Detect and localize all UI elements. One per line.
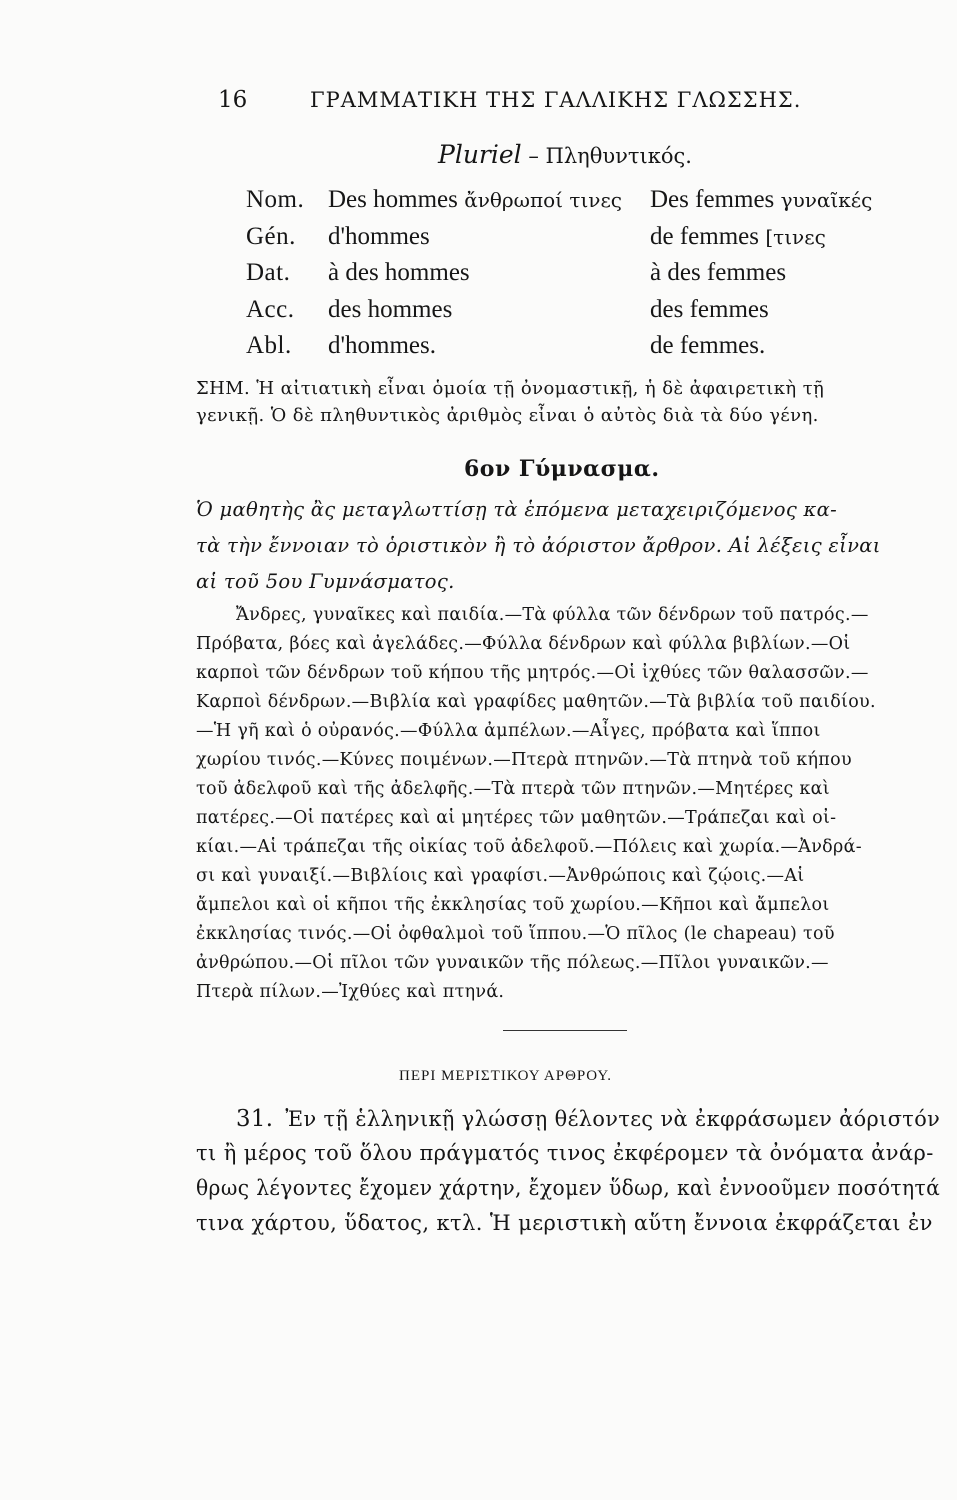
plural-heading-gr: Πληθυντικός. bbox=[545, 144, 692, 168]
paragraph-line: θρως λέγοντες ἔχομεν χάρτην, ἔχομεν ὕδωρ, καὶ ἐννοοῦμεν ποσότητά bbox=[196, 1176, 941, 1200]
fem-form: à des femmes bbox=[650, 259, 787, 286]
fem-form: Des femmes bbox=[650, 186, 775, 213]
plural-heading-fr: Pluriel bbox=[438, 140, 522, 169]
running-head: ΓΡΑΜΜΑΤΙΚΗ ΤΗΣ ΓΑΛΛΙΚΗΣ ΓΛΩΣΣΗΣ. bbox=[310, 88, 802, 112]
exercise-line: σι καὶ γυναιξί.—Βιβλίοις καὶ γραφίσι.—Ἀνθρώποις καὶ ζῴοις.—Αἱ bbox=[196, 866, 805, 886]
exercise-line: τοῦ ἀδελφοῦ καὶ τῆς ἀδελφῆς.—Τὰ πτερὰ τῶν πτηνῶν.—Μητέρες καὶ bbox=[196, 779, 830, 799]
masc-form: à des hommes bbox=[328, 259, 470, 286]
exercise-line: Καρποὶ δένδρων.—Βιβλία καὶ γραφίδες μαθητῶν.—Τὰ βιβλία τοῦ παιδίου. bbox=[196, 692, 876, 712]
declension-fem bbox=[650, 296, 769, 324]
exercise-line: ἀνθρώπου.—Οἱ πῖλοι τῶν γυναικῶν τῆς πόλεως.—Πῖλοι γυναικῶν.— bbox=[196, 953, 829, 973]
exercise-line: ἐκκλησίας τινός.—Οἱ ὀφθαλμοὶ τοῦ ἵππου.—Ὁ πῖλος (le chapeau) τοῦ bbox=[196, 924, 835, 944]
declension-masc bbox=[328, 259, 470, 287]
fem-gloss: γυναῖκές bbox=[774, 188, 873, 212]
exercise-instruction-line: Ὁ μαθητὴς ἂς μεταγλωττίσῃ τὰ ἑπόμενα μεταχειριζόμενος κα- bbox=[196, 498, 837, 521]
exercise-line: Πτερὰ πίλων.—Ἰχθύες καὶ πτηνά. bbox=[196, 982, 505, 1002]
declension-masc bbox=[328, 186, 622, 214]
exercise-heading: 6ον Γύμνασμα. bbox=[464, 456, 660, 482]
exercise-instruction-line: αἱ τοῦ 5ου Γυμνάσματος. bbox=[196, 570, 455, 593]
plural-heading-sep: – bbox=[521, 144, 546, 168]
section-divider bbox=[503, 1030, 627, 1031]
exercise-line: χωρίου τινός.—Κύνες ποιμένων.—Πτερὰ πτηνῶν.—Τὰ πτηνὰ τοῦ κήπου bbox=[196, 750, 852, 770]
note-line: γενικῇ. Ὁ δὲ πληθυντικὸς ἀριθμὸς εἶναι ὁ αὐτὸς διὰ τὰ δύο γένη. bbox=[196, 405, 819, 426]
page-number: 16 bbox=[218, 87, 248, 113]
paragraph-text: Ἐν τῇ ἑλληνικῇ γλώσσῃ θέλοντες νὰ ἐκφράσωμεν ἀόριστόν bbox=[285, 1107, 941, 1131]
masc-gloss: ἄνθρωποί τινες bbox=[457, 188, 622, 212]
section-title: ΠΕΡΙ ΜΕΡΙΣΤΙΚΟΥ ΑΡΘΡΟΥ. bbox=[399, 1068, 613, 1084]
exercise-line: καρποὶ τῶν δένδρων τοῦ κήπου τῆς μητρός.—Οἱ ἰχθύες τῶν θαλασσῶν.— bbox=[196, 663, 869, 683]
fem-form: des femmes bbox=[650, 296, 769, 323]
declension-fem bbox=[650, 223, 826, 251]
exercise-line: πατέρες.—Οἱ πατέρες καὶ αἱ μητέρες τῶν μαθητῶν.—Τράπεζαι καὶ οἰ- bbox=[196, 808, 837, 828]
exercise-line: Ἄνδρες, γυναῖκες καὶ παιδία.—Τὰ φύλλα τῶν δένδρων τοῦ πατρός.— bbox=[236, 605, 869, 625]
fem-form: de femmes bbox=[650, 223, 759, 250]
case-label: Abl. bbox=[246, 332, 292, 359]
exercise-line: ἄμπελοι καὶ οἱ κῆποι τῆς ἐκκλησίας τοῦ χωρίου.—Κῆποι καὶ ἄμπελοι bbox=[196, 895, 830, 915]
declension-masc bbox=[328, 223, 430, 251]
declension-masc bbox=[328, 296, 452, 324]
paragraph-line: τι ἢ μέρος τοῦ ὅλου πράγματός τινος ἐκφέρομεν τὰ ὀνόματα ἀνάρ- bbox=[196, 1141, 934, 1165]
masc-form: d'hommes. bbox=[328, 332, 436, 359]
case-label: Nom. bbox=[246, 186, 305, 213]
masc-form: des hommes bbox=[328, 296, 453, 323]
plural-heading bbox=[438, 140, 692, 169]
masc-form: Des hommes bbox=[328, 186, 458, 213]
case-label: Acc. bbox=[246, 296, 295, 323]
exercise-instruction-line: τὰ τὴν ἔννοιαν τὸ ὁριστικὸν ἢ τὸ ἀόριστον ἄρθρον. Αἱ λέξεις εἶναι bbox=[196, 534, 881, 557]
fem-gloss: [τινες bbox=[758, 225, 826, 249]
case-label: Gén. bbox=[246, 223, 296, 250]
paragraph-line: τινα χάρτου, ὕδατος, κτλ. Ἡ μεριστικὴ αὕτη ἔννοια ἐκφράζεται ἐν bbox=[196, 1211, 933, 1235]
exercise-line: κίαι.—Αἱ τράπεζαι τῆς οἰκίας τοῦ ἀδελφοῦ.—Πόλεις καὶ χωρία.—Ἀνδρά- bbox=[196, 837, 862, 857]
exercise-line: —Ἡ γῆ καὶ ὁ οὐρανός.—Φύλλα ἀμπέλων.—Αἶγες, πρόβατα καὶ ἵπποι bbox=[196, 721, 821, 741]
declension-fem bbox=[650, 186, 872, 214]
note-line: ΣΗΜ. Ἡ αἰτιατικὴ εἶναι ὁμοία τῇ ὀνομαστικῇ, ἡ δὲ ἀφαιρετικὴ τῇ bbox=[196, 378, 825, 399]
case-label: Dat. bbox=[246, 259, 291, 286]
declension-fem bbox=[650, 259, 786, 287]
masc-form: d'hommes bbox=[328, 223, 430, 250]
fem-form: de femmes. bbox=[650, 332, 766, 359]
exercise-line: Πρόβατα, βόες καὶ ἀγελάδες.—Φύλλα δένδρων καὶ φύλλα βιβλίων.—Οἱ bbox=[196, 634, 851, 654]
paragraph-line bbox=[236, 1106, 940, 1132]
declension-masc bbox=[328, 332, 436, 360]
declension-fem bbox=[650, 332, 765, 360]
paragraph-number: 31. bbox=[236, 1106, 274, 1132]
